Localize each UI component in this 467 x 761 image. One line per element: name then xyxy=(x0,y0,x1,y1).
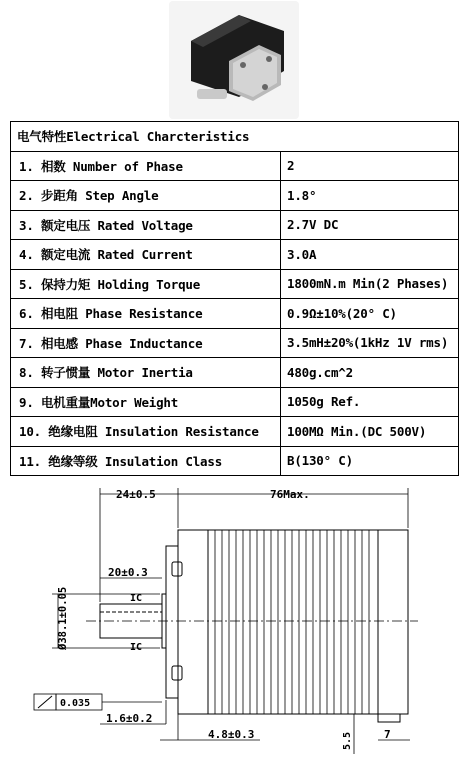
spec-value: 3.5mH±20%(1kHz 1V rms) xyxy=(281,328,459,358)
flat-label-bottom: IC xyxy=(130,642,143,653)
spec-label: 3. 额定电压 Rated Voltage xyxy=(11,210,281,240)
table-row xyxy=(11,358,459,388)
cooling-fins xyxy=(215,530,369,714)
table-row xyxy=(11,269,459,299)
motor-dimension-drawing xyxy=(0,484,467,761)
table-row xyxy=(11,240,459,270)
spec-value: 2.7V DC xyxy=(281,210,459,240)
table-row xyxy=(11,328,459,358)
table-row xyxy=(11,181,459,211)
spec-value: 1800mN.m Min(2 Phases) xyxy=(281,269,459,299)
dim-flange: 1.6±0.2 xyxy=(106,712,153,725)
table-title: 电气特性Electrical Charcteristics xyxy=(11,122,459,152)
dim-lead: 7 xyxy=(384,728,391,741)
spec-label: 1. 相数 Number of Phase xyxy=(11,151,281,181)
table-row xyxy=(11,387,459,417)
spec-label: 9. 电机重量Motor Weight xyxy=(11,387,281,417)
spec-label: 7. 相电感 Phase Inductance xyxy=(11,328,281,358)
table-row xyxy=(11,417,459,447)
dim-shaft-length: 24±0.5 xyxy=(116,488,156,501)
spec-value: 0.9Ω±10%(20° C) xyxy=(281,299,459,329)
dim-flange-thickness: 4.8±0.3 xyxy=(208,728,255,741)
flat-label-top: IC xyxy=(130,593,143,604)
electrical-spec-table xyxy=(10,121,459,476)
spec-value: 3.0A xyxy=(281,240,459,270)
spec-value: 2 xyxy=(281,151,459,181)
dim-pilot-diameter: Ø38.1±0.05 xyxy=(57,586,69,650)
spec-label: 6. 相电阻 Phase Resistance xyxy=(11,299,281,329)
spec-label: 5. 保持力矩 Holding Torque xyxy=(11,269,281,299)
motor-body-outline xyxy=(178,530,408,714)
spec-label: 4. 额定电流 Rated Current xyxy=(11,240,281,270)
stepper-motor-photo xyxy=(169,1,299,119)
spec-value: 100MΩ Min.(DC 500V) xyxy=(281,417,459,447)
spec-label: 11. 绝缘等级 Insulation Class xyxy=(11,446,281,476)
dim-body-length: 76Max. xyxy=(270,488,310,501)
dim-flat-length: 20±0.3 xyxy=(108,566,148,579)
table-row xyxy=(11,151,459,181)
spec-value: 480g.cm^2 xyxy=(281,358,459,388)
table-row xyxy=(11,210,459,240)
spec-value: 1050g Ref. xyxy=(281,387,459,417)
spec-label: 2. 步距角 Step Angle xyxy=(11,181,281,211)
spec-value: B(130° C) xyxy=(281,446,459,476)
spec-value: 1.8° xyxy=(281,181,459,211)
spec-label: 10. 绝缘电阻 Insulation Resistance xyxy=(11,417,281,447)
tolerance-value: 0.035 xyxy=(60,698,91,709)
product-photo-area xyxy=(0,0,467,120)
table-row xyxy=(11,299,459,329)
dim-edge: 5.5 xyxy=(342,731,353,750)
table-header-row xyxy=(11,122,459,152)
table-row xyxy=(11,446,459,476)
spec-label: 8. 转子惯量 Motor Inertia xyxy=(11,358,281,388)
